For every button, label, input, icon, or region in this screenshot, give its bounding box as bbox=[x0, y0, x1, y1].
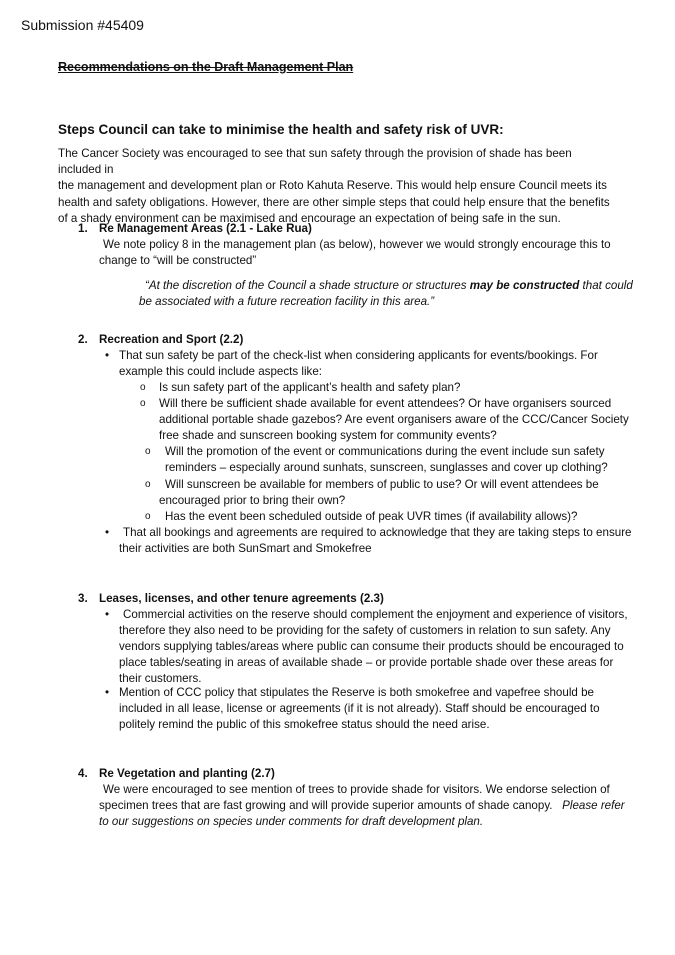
section-title: Steps Council can take to minimise the health and safety risk of UVR: bbox=[58, 122, 504, 137]
item-text-italic: to our suggestions on species under comments for draft development plan. bbox=[99, 815, 484, 828]
circle-bullet-icon: o bbox=[145, 446, 151, 457]
bullet-icon: • bbox=[105, 686, 110, 699]
intro-line: The Cancer Society was encouraged to see that sun safety through the provision of shade has been included in bbox=[58, 147, 572, 177]
quote-text: that could bbox=[579, 279, 633, 292]
bullet-text: example this could include aspects like: bbox=[119, 365, 322, 378]
sub-bullet-text: free shade and sunscreen booking system for community events? bbox=[159, 429, 497, 442]
item-title: Leases, licenses, and other tenure agreements (2.3) bbox=[99, 592, 384, 605]
intro-line: health and safety obligations. However, there are other simple steps that could help ensure that the benefits bbox=[58, 195, 610, 209]
bullet-text: That sun safety be part of the check-list when considering applicants for events/bookings. For bbox=[119, 349, 598, 362]
bullet-text: their customers. bbox=[119, 672, 202, 685]
item-text-italic: Please refer bbox=[562, 799, 625, 812]
bullet-text: Mention of CCC policy that stipulates the Reserve is both smokefree and vapefree should be bbox=[119, 686, 594, 699]
intro-line: the management and development plan or Roto Kahuta Reserve. This would help ensure Council meets its bbox=[58, 179, 607, 193]
sub-bullet-text: Will there be sufficient shade available for event attendees? Or have organisers sourced bbox=[159, 397, 612, 410]
bullet-text: therefore they also need to be providing for the safety of customers in relation to sun safety. Any bbox=[119, 624, 611, 637]
document-heading: Recommendations on the Draft Management Plan bbox=[58, 60, 354, 74]
item-title: Re Management Areas (2.1 - Lake Rua) bbox=[99, 222, 312, 235]
item-text-plain: specimen trees that are fast growing and will provide superior amounts of shade canopy. bbox=[99, 799, 553, 812]
item-number: 2. bbox=[78, 333, 88, 346]
quote-emphasis: may be constructed bbox=[469, 279, 580, 292]
item-text: We note policy 8 in the management plan (as below), however we would strongly encourage this to bbox=[103, 238, 611, 251]
bullet-text: their activities are both SunSmart and Smokefree bbox=[119, 542, 372, 555]
quote-text: “At the discretion of the Council a shade structure or structures bbox=[145, 279, 470, 292]
bullet-text: included in all lease, license or agreements (if it is not already). Staff should be encouraged to bbox=[119, 702, 600, 715]
sub-bullet-text: additional portable shade gazebos? Are event organisers aware of the CCC/Cancer Society bbox=[159, 413, 629, 426]
intro-line: of a shady environment can be maximised and encourage an expectation of being safe in the sun. bbox=[58, 211, 561, 225]
sub-bullet-text: Is sun safety part of the applicant’s health and safety plan? bbox=[159, 381, 461, 394]
sub-bullet-text: encouraged prior to bring their own? bbox=[159, 494, 346, 507]
circle-bullet-icon: o bbox=[145, 511, 151, 522]
bullet-text: Commercial activities on the reserve should complement the enjoyment and experience of visitors, bbox=[123, 608, 628, 621]
bullet-text: vendors supplying tables/areas where public can consume their products should be encouraged to bbox=[119, 640, 624, 653]
bullet-icon: • bbox=[105, 526, 110, 539]
circle-bullet-icon: o bbox=[140, 398, 146, 409]
item-text: We were encouraged to see mention of trees to provide shade for visitors. We endorse selection of bbox=[103, 783, 610, 796]
policy-quote bbox=[145, 278, 633, 294]
item-title: Recreation and Sport (2.2) bbox=[99, 333, 244, 346]
item-number: 1. bbox=[78, 222, 88, 235]
item-title: Re Vegetation and planting (2.7) bbox=[99, 767, 275, 780]
bullet-icon: • bbox=[105, 608, 110, 621]
sub-bullet-text: reminders – especially around sunhats, sunscreen, sunglasses and cover up clothing? bbox=[165, 461, 608, 474]
bullet-text: place tables/seating in areas of available shade – or provide portable shade over these areas for bbox=[119, 656, 614, 669]
bullet-text: That all bookings and agreements are required to acknowledge that they are taking steps to ensure bbox=[123, 526, 632, 539]
bullet-text: politely remind the public of this smokefree status should the need arise. bbox=[119, 718, 490, 731]
sub-bullet-text: Has the event been scheduled outside of peak UVR times (if availability allows)? bbox=[165, 510, 578, 523]
item-text: change to “will be constructed” bbox=[99, 254, 257, 267]
circle-bullet-icon: o bbox=[140, 382, 146, 393]
bullet-icon: • bbox=[105, 349, 110, 362]
submission-label: Submission #45409 bbox=[21, 17, 144, 33]
policy-quote-line: be associated with a future recreation facility in this area.” bbox=[139, 295, 435, 308]
item-number: 3. bbox=[78, 592, 88, 605]
item-number: 4. bbox=[78, 767, 88, 780]
item-text bbox=[99, 798, 625, 814]
circle-bullet-icon: o bbox=[145, 479, 151, 490]
sub-bullet-text: Will sunscreen be available for members of public to use? Or will event attendees be bbox=[165, 478, 599, 491]
sub-bullet-text: Will the promotion of the event or communications during the event include sun safety bbox=[165, 445, 605, 458]
intro-paragraph bbox=[58, 146, 618, 227]
